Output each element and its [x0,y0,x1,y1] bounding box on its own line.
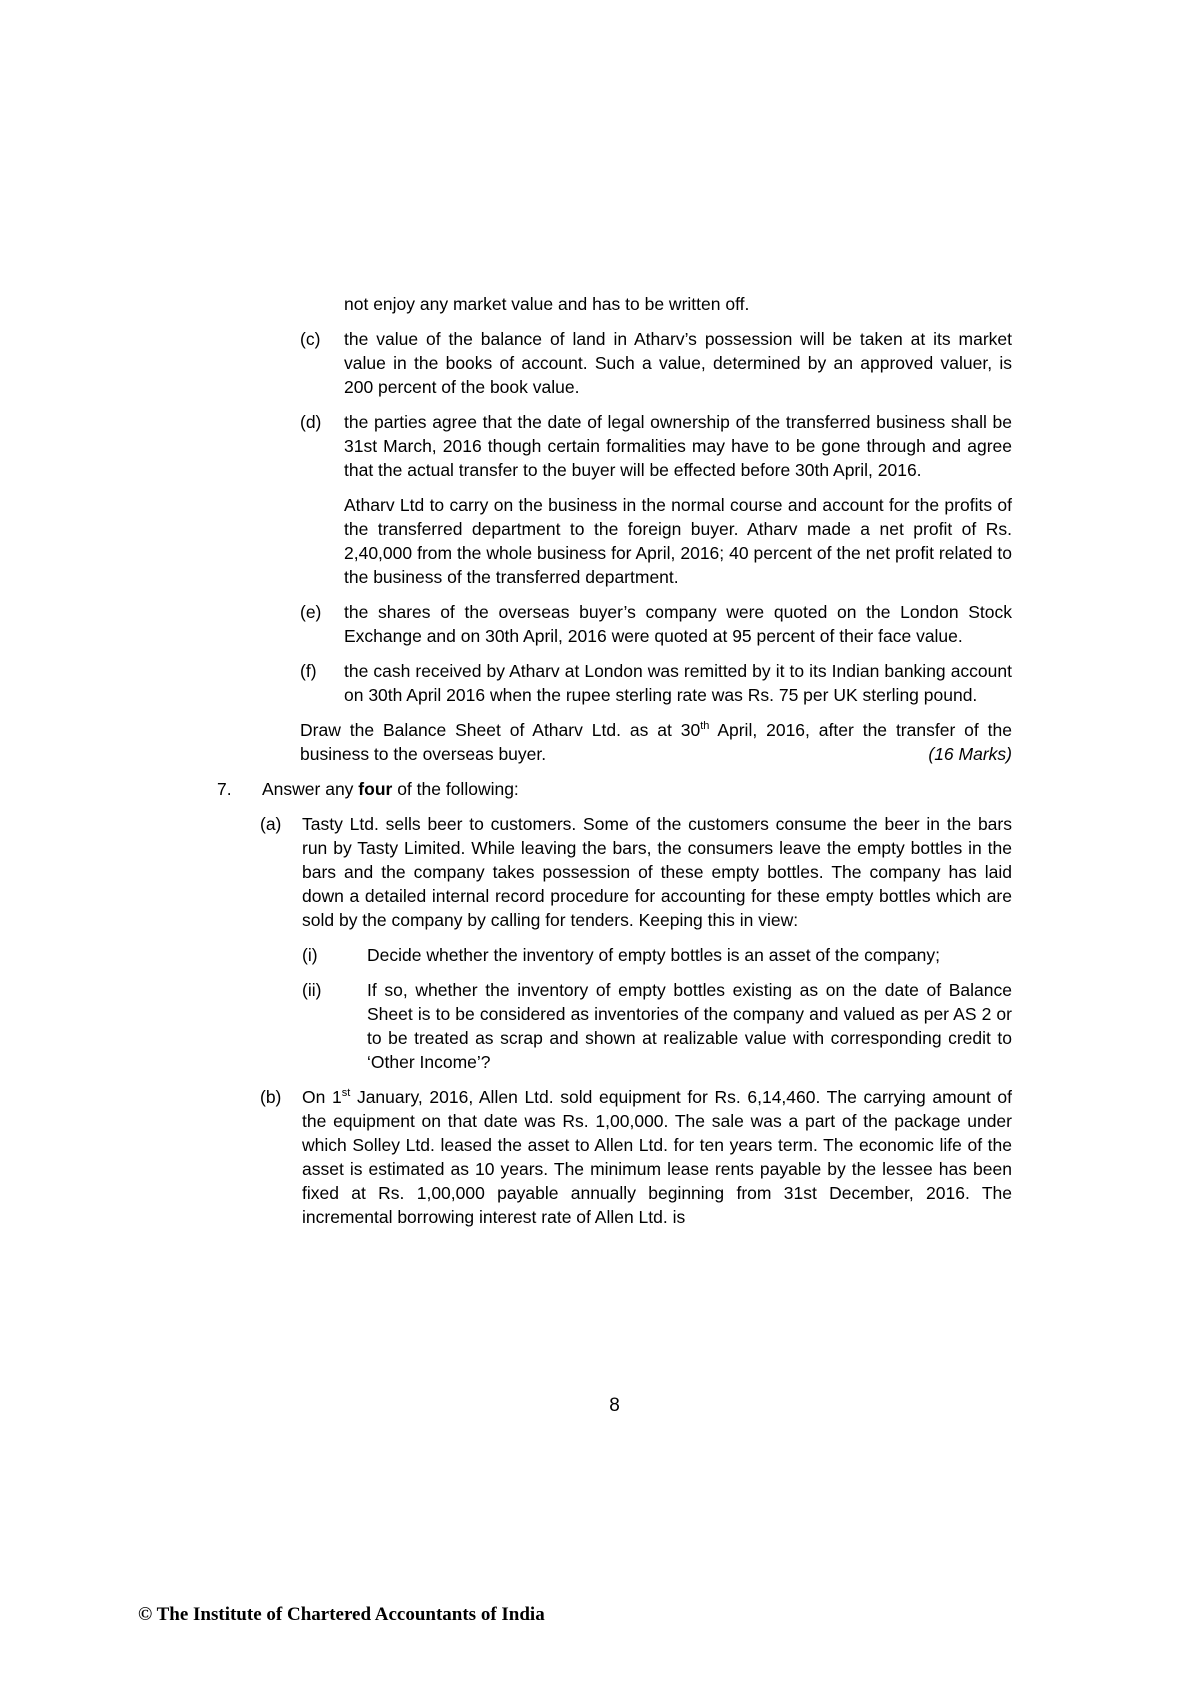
item-label: (c) [300,329,321,349]
question-number: 7. [217,779,232,799]
item-text: Tasty Ltd. sells beer to customers. Some of the customers consume the beer in the bars run by Tasty Limited. While leaving the bars, the consumers leave the empty bottles in the bars and the company takes possession of these empty bottles. The company has laid down a detailed internal record procedure for accounting for these empty bottles which are sold by the company by calling for tenders. Keeping this in view: [302,814,1012,930]
item-label: (a) [260,814,282,834]
item-label: (e) [300,602,322,622]
subitem-ii [217,978,1012,1074]
item-text: Decide whether the inventory of empty bottles is an asset of the company; [367,945,940,965]
part-a [217,812,1012,932]
item-f [217,659,1012,707]
item-text: the shares of the overseas buyer’s company were quoted on the London Stock Exchange and on 30th April, 2016 were quoted at 95 percent of their face value. [344,602,1012,646]
continuation-line: not enjoy any market value and has to be written off. [344,294,750,314]
item-text: the cash received by Atharv at London was remitted by it to its Indian banking account on 30th April 2016 when the rupee sterling rate was Rs. 75 per UK sterling pound. [344,661,1012,705]
item-label: (f) [300,661,317,681]
closing-paragraph [300,718,1012,766]
question-heading-text [262,777,1012,801]
item-text: If so, whether the inventory of empty bottles existing as on the date of Balance Sheet is to be considered as inventories of the company and valued as per AS 2 or to be treated as scrap and shown at realizable value with corresponding credit to ‘Other Income’? [367,980,1012,1072]
footer-copyright: © The Institute of Chartered Accountants of India [138,1604,545,1625]
ordinal-superscript: th [700,720,710,733]
item-label: (b) [260,1087,282,1107]
item-label: (i) [302,945,318,965]
body-content [217,292,1012,1240]
part-b [217,1085,1012,1229]
item-text [302,1085,1012,1229]
ordinal-superscript: st [341,1087,351,1100]
item-d [217,410,1012,482]
item-label: (d) [300,412,322,432]
item-e [217,600,1012,648]
item-c [217,327,1012,399]
question-7-heading [217,777,1012,801]
page-number: 8 [609,1395,620,1416]
closing-text-end: April, 2016, after the transfer of the business to the overseas buyer. [300,720,1012,764]
note-paragraph: Atharv Ltd to carry on the business in the normal course and account for the profits of the transferred department to the foreign buyer. Atharv made a net profit of Rs. 2,40,000 from the whole business for April, 2016; 40 percent of the net profit related to the business of the transferred department. [344,495,1012,587]
item-text: the parties agree that the date of legal ownership of the transferred business shall be 31st March, 2016 though certain formalities may have to be gone through and agree that the actual transfer to the buyer will be effected before 30th April, 2016. [344,412,1012,480]
item-label: (ii) [302,980,322,1000]
part-b-text-start: On 1 [302,1087,342,1107]
heading-suffix: of the following: [392,779,519,799]
heading-bold-word: four [358,779,393,799]
closing-text-start: Draw the Balance Sheet of Atharv Ltd. as at 30 [300,720,701,740]
part-b-text-end: January, 2016, Allen Ltd. sold equipment for Rs. 6,14,460. The carrying amount of the equipment on that date was Rs. 1,00,000. The sale was a part of the package under which Solley Ltd. leased the asset to Allen Ltd. for ten years term. The economic life of the asset is estimated as 10 years. The minimum lease rents payable by the lessee has been fixed at Rs. 1,00,000 payable annually beginning from 31st December, 2016. The incremental borrowing interest rate of Allen Ltd. is [302,1087,1012,1227]
heading-prefix: Answer any [262,779,359,799]
item-text: the value of the balance of land in Atharv’s possession will be taken at its market value in the books of account. Such a value, determined by an approved valuer, is 200 percent of the book value. [344,329,1012,397]
subitem-i [217,943,1012,967]
marks-label: (16 Marks) [928,744,1012,764]
